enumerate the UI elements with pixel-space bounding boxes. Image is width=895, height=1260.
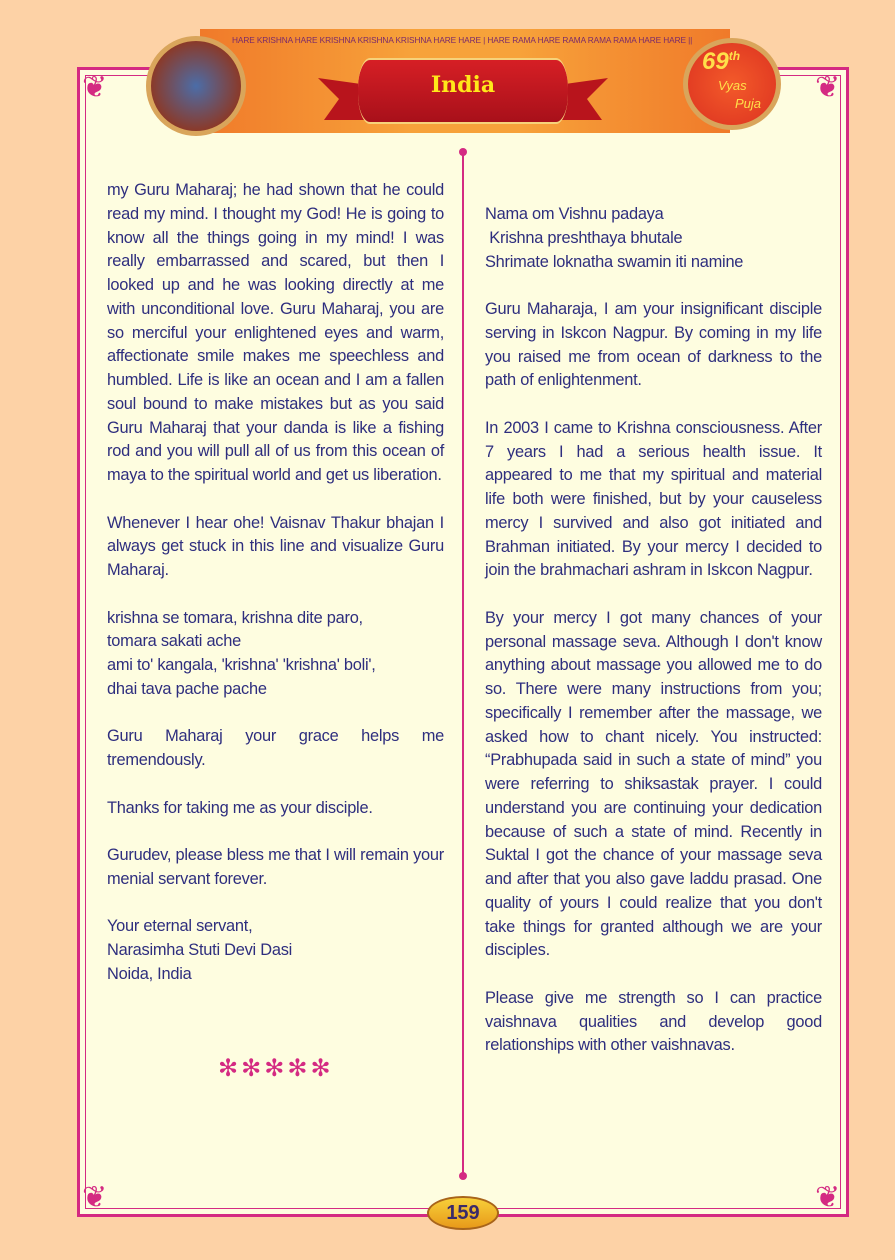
deity-image xyxy=(146,36,246,136)
column-divider xyxy=(462,152,464,1176)
paragraph: In 2003 I came to Krishna consciousness. After 7 years I had a serious health issue. It appeared to me that my spiritual and material life both were finished, but by your causeless mercy I survived and also got initiated and Brahman initiated. By your mercy I decided to join the brahmachari ashram in Iskcon Nagpur. xyxy=(485,418,822,580)
badge-puja: Puja xyxy=(735,96,762,111)
paragraph: Please give me strength so I can practice vaishnava qualities and develop good relationships with other vaishnavas. xyxy=(485,988,822,1055)
page-number: 159 xyxy=(427,1196,499,1230)
paragraph: Whenever I hear ohe! Vaisnav Thakur bhajan I always get stuck in this line and visualize Guru Maharaj. xyxy=(107,513,444,579)
paragraph: By your mercy I got many chances of your personal massage seva. Although I don't know anything about massage you allowed me to do so. There were many instructions from you; specifically I remember after the massage, we asked how to chant nicely. You instructed: “Prabhupada said in such a state of mind” you were referring to shiksastak prayer. I could understand you are continuing your dedication because of such a state of mind. Recently in Suktal I got the chance of your massage seva and after that you also gave laddu prasad. One quality of yours I could realize that you don't take things for granted although we are your disciples. xyxy=(485,608,822,960)
left-column xyxy=(107,179,444,1010)
verse: krishna se tomara, krishna dite paro, tomara sakati ache ami to' kangala, 'krishna' 'krishna' boli', dhai tava pache pache xyxy=(107,608,376,698)
corner-ornament-icon: ❦ xyxy=(82,1181,108,1214)
corner-ornament-icon: ❦ xyxy=(815,71,841,104)
corner-ornament-icon: ❦ xyxy=(815,1181,841,1214)
badge-vyas: Vyas xyxy=(718,78,747,93)
signature: Your eternal servant, Narasimha Stuti Devi Dasi Noida, India xyxy=(107,917,293,983)
divider-dot xyxy=(459,148,467,156)
paragraph: my Guru Maharaj; he had shown that he could read my mind. I thought my God! He is going to know all the things going in my mind! I was really embarrassed and scared, but then I looked up and he was looking directly at me with unconditional love. Guru Maharaj, you are so merciful your enlightened eyes and warm, affectionate smile makes me speechless and humbled. Life is like an ocean and I am a fallen soul bound to make mistakes but as you said Guru Maharaj that your danda is like a fishing rod and you will pull all of us from this ocean of maya to the spiritual world and get us liberation. xyxy=(107,181,444,484)
paragraph: Gurudev, please bless me that I will remain your menial servant forever. xyxy=(107,846,444,888)
right-column xyxy=(485,203,822,1082)
mantra-text: HARE KRISHNA HARE KRISHNA KRISHNA KRISHNA HARE HARE | HARE RAMA HARE RAMA RAMA RAMA HARE HARE || xyxy=(232,35,693,45)
corner-ornament-icon: ❦ xyxy=(82,71,108,104)
star-separator: ✻✻✻✻✻ xyxy=(218,1055,334,1082)
divider-dot xyxy=(459,1172,467,1180)
page-title: India xyxy=(430,72,496,98)
verse: Nama om Vishnu padaya Krishna preshthaya bhutale Shrimate loknatha swamin iti namine xyxy=(485,205,744,271)
badge-number: 69th xyxy=(702,48,741,75)
paragraph: Guru Maharaja, I am your insignificant disciple serving in Iskcon Nagpur. By coming in my life you raised me from ocean of darkness to the path of enlightenment. xyxy=(485,300,822,390)
paragraph: Guru Maharaj your grace helps me tremendously. xyxy=(107,727,444,769)
paragraph: Thanks for taking me as your disciple. xyxy=(107,798,373,817)
